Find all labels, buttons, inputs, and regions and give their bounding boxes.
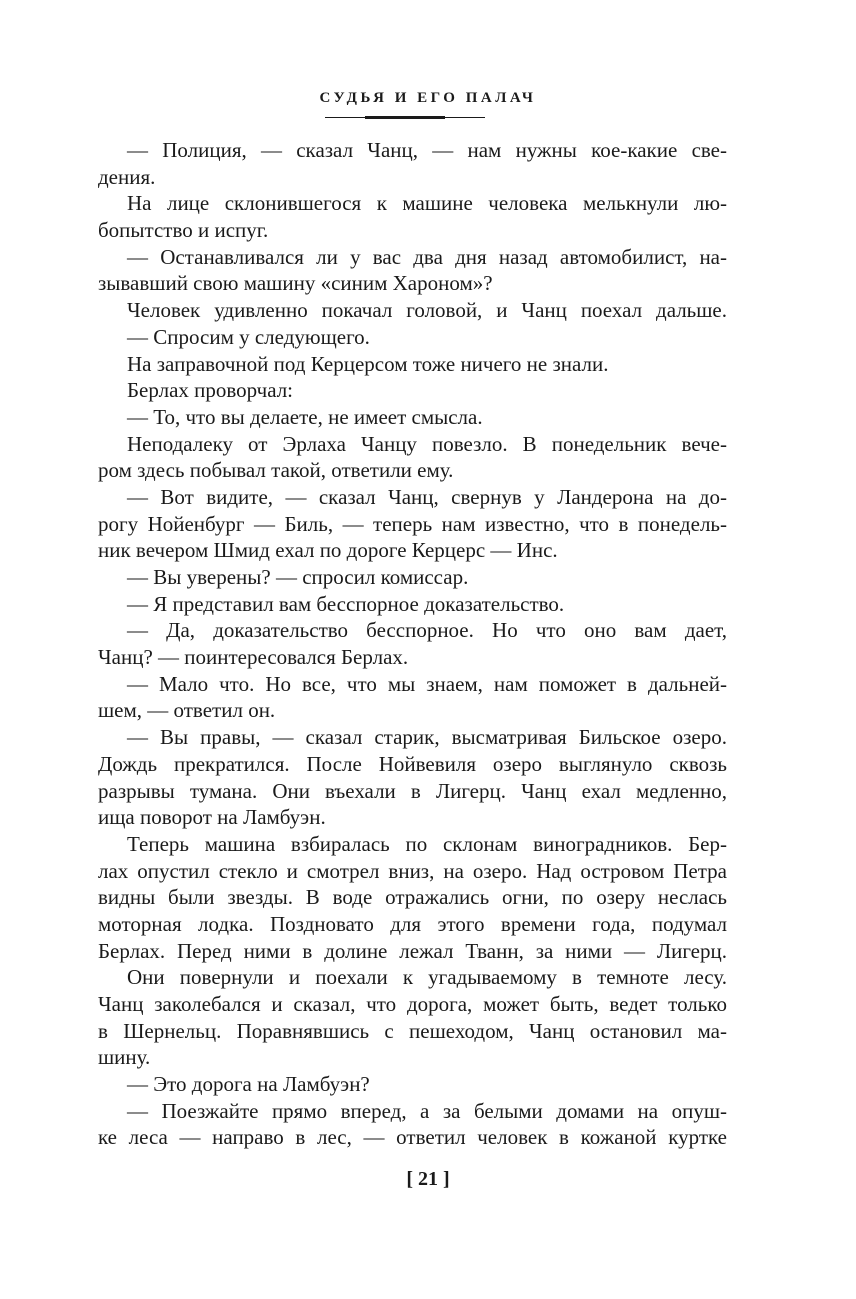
text-line: ища поворот на Ламбуэн. bbox=[98, 805, 326, 830]
text-line: шем, — ответил он. bbox=[98, 698, 276, 723]
text-line: — Да, доказательство бесспорное. Но что оно вам дает, bbox=[127, 618, 727, 643]
text-line: — Останавливался ли у вас два дня назад автомобилист, на- bbox=[127, 244, 727, 269]
text-line: рогу Нойенбург — Биль, — теперь нам известно, что в понедель- bbox=[98, 511, 727, 536]
running-header: СУДЬЯ И ЕГО ПАЛАЧ bbox=[319, 90, 537, 106]
header-rule-accent bbox=[365, 116, 445, 119]
text-line: в Шернельц. Поравнявшись с пешеходом, Чанц остановил ма- bbox=[98, 1018, 727, 1043]
text-line: лах опустил стекло и смотрел вниз, на озеро. Над островом Петра bbox=[98, 858, 727, 883]
text-line: видны были звезды. В воде отражались огни, по озеру неслась bbox=[98, 885, 727, 910]
text-line: Неподалеку от Эрлаха Чанцу повезло. В понедельник вече- bbox=[127, 431, 727, 456]
text-line: разрывы тумана. Они въехали в Лигерц. Чанц ехал медленно, bbox=[98, 778, 727, 803]
text-line: Берлах проворчал: bbox=[127, 378, 294, 403]
text-line: — Вы правы, — сказал старик, высматривая Бильское озеро. bbox=[127, 725, 727, 750]
text-line: Чанц заколебался и сказал, что дорога, может быть, ведет только bbox=[98, 992, 727, 1016]
text-line: Чанц? — поинтересовался Берлах. bbox=[98, 645, 409, 670]
text-line: — Полиция, — сказал Чанц, — нам нужны кое-какие све- bbox=[127, 138, 727, 162]
text-line: дения. bbox=[98, 164, 156, 189]
text-line: — Спросим у следующего. bbox=[127, 324, 370, 349]
text-line: Теперь машина взбиралась по склонам виноградников. Бер- bbox=[127, 831, 727, 856]
text-line: бопытство и испуг. bbox=[98, 218, 269, 243]
page-number: [ 21 ] bbox=[406, 1168, 450, 1190]
text-line: шину. bbox=[98, 1045, 151, 1070]
text-line: Дождь прекратился. После Нойвевиля озеро выглянуло сквозь bbox=[98, 751, 727, 776]
text-line: ке леса — направо в лес, — ответил человек в кожаной куртке bbox=[98, 1125, 727, 1150]
text-line: ник вечером Шмид ехал по дороге Керцерс — Инс. bbox=[98, 538, 558, 563]
text-line: Человек удивленно покачал головой, и Чанц поехал дальше. bbox=[127, 298, 727, 323]
text-line: — То, что вы делаете, не имеет смысла. bbox=[127, 404, 483, 429]
text-line: Берлах. Перед ними в долине лежал Тванн, за ними — Лигерц. bbox=[98, 938, 727, 963]
text-line: — Это дорога на Ламбуэн? bbox=[127, 1072, 370, 1097]
text-line: — Мало что. Но все, что мы знаем, нам поможет в дальней- bbox=[127, 671, 727, 696]
body-text bbox=[98, 137, 727, 1151]
text-line: На заправочной под Керцерсом тоже ничего не знали. bbox=[127, 351, 609, 376]
text-line: — Вы уверены? — спросил комиссар. bbox=[127, 565, 469, 589]
text-line: моторная лодка. Поздновато для этого времени года, подумал bbox=[98, 911, 727, 936]
text-line: — Вот видите, — сказал Чанц, свернув у Ландерона на до- bbox=[127, 484, 727, 509]
text-line: ром здесь побывал такой, ответили ему. bbox=[98, 458, 454, 483]
text-line: — Поезжайте прямо вперед, а за белыми домами на опуш- bbox=[127, 1098, 727, 1123]
text-line: На лице склонившегося к машине человека мелькнули лю- bbox=[127, 191, 727, 216]
text-line: зывавший свою машину «синим Хароном»? bbox=[98, 271, 493, 296]
text-line: — Я представил вам бесспорное доказательство. bbox=[127, 591, 565, 616]
text-line: Они повернули и поехали к угадываемому в темноте лесу. bbox=[127, 965, 727, 990]
